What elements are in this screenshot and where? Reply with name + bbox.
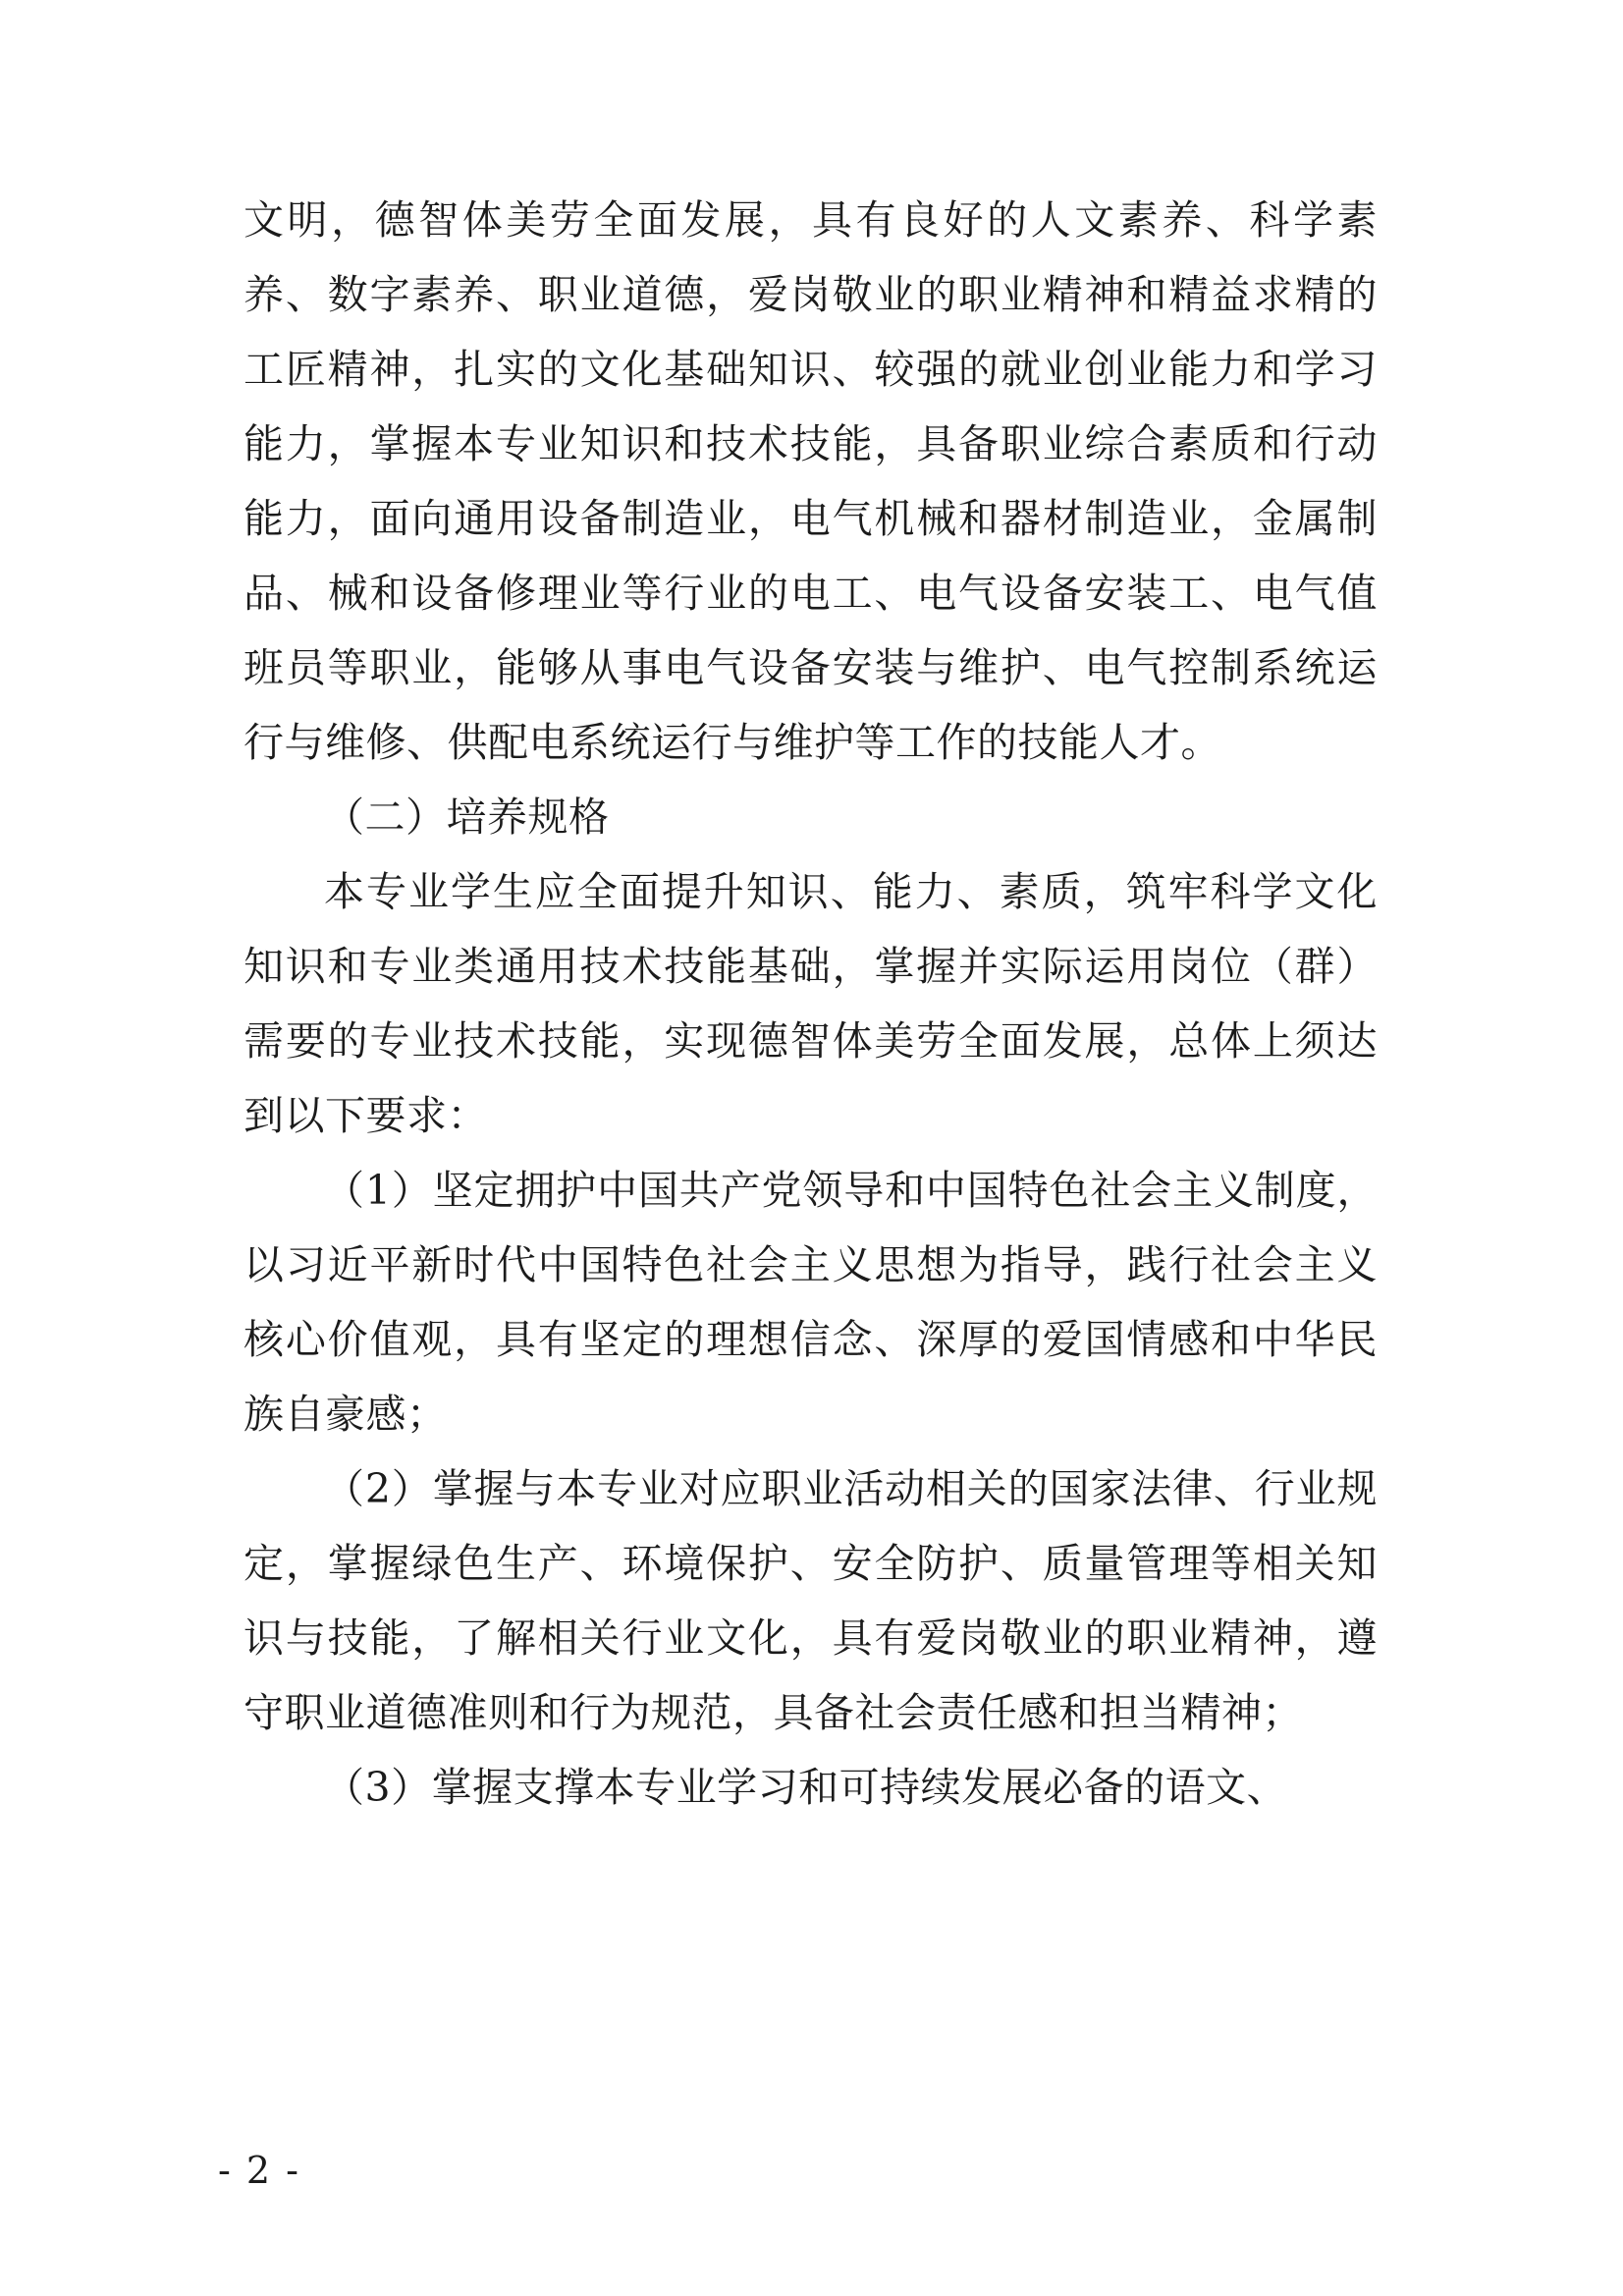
paragraph-3: 本专业学生应全面提升知识、能力、素质，筑牢科学文化知识和专业类通用技术技能基础，掌握并实际运用岗位（群）需要的专业技术技能，实现德智体美劳全面发展，总体上须达到以下要求： bbox=[243, 868, 1378, 1139]
paragraph-item-1: （1）坚定拥护中国共产党领导和中国特色社会主义制度，以习近平新时代中国特色社会主义思想为指导，践行社会主义核心价值观，具有坚定的理想信念、深厚的爱国情感和中华民族自豪感； bbox=[243, 1167, 1378, 1438]
paragraph-section-heading: （二）培养规格 bbox=[324, 793, 610, 841]
paragraph-item-3: （3）掌握支撑本专业学习和可持续发展必备的语文、 bbox=[324, 1764, 1288, 1811]
page-body bbox=[243, 183, 1378, 1825]
paragraph-1: 文明，德智体美劳全面发展，具有良好的人文素养、科学素养、数字素养、职业道德，爱岗敬业的职业精神和精益求精的工匠精神，扎实的文化基础知识、较强的就业创业能力和学习能力，掌握本专业知识和技术技能，具备职业综合素质和行动能力，面向通用设备制造业，电气机械和器材制造业，金属制品、械和设备修理业等行业的电工、电气设备安装工、电气值班员等职业，能够从事电气设备安装与维护、电气控制系统运行与维修、供配电系统运行与维护等工作的技能人才。 bbox=[243, 196, 1378, 766]
paragraph-item-2: （2）掌握与本专业对应职业活动相关的国家法律、行业规定，掌握绿色生产、环境保护、安全防护、质量管理等相关知识与技能，了解相关行业文化，具有爱岗敬业的职业精神，遵守职业道德准则和行为规范，具备社会责任感和担当精神； bbox=[243, 1465, 1378, 1736]
page-number: - 2 - bbox=[218, 2149, 301, 2192]
